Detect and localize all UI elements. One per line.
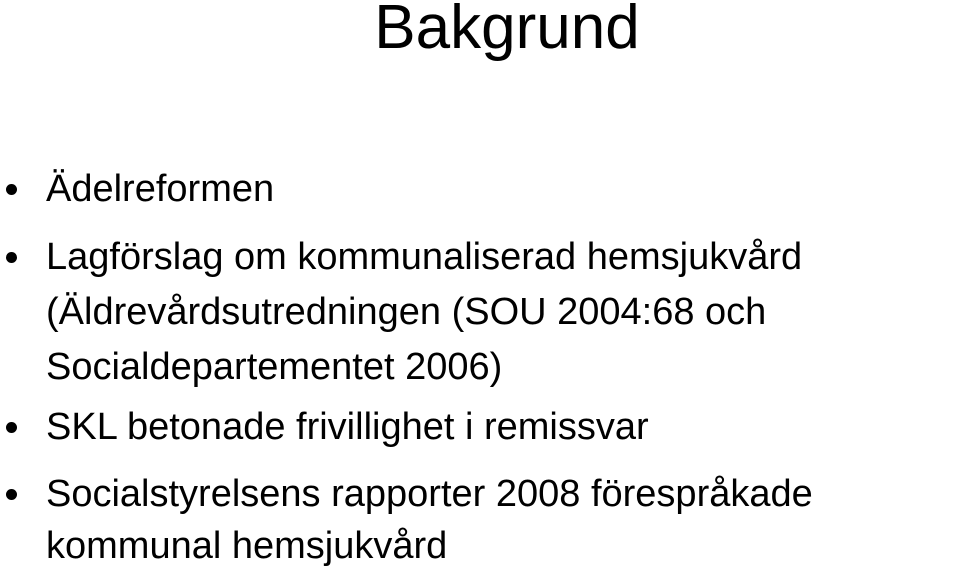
bullet-text: Ädelreformen bbox=[46, 168, 275, 210]
bullet-text: kommunal hemsjukvård bbox=[46, 525, 448, 567]
bullet-text: Socialdepartementet 2006) bbox=[46, 346, 503, 388]
bullet-dot-icon bbox=[6, 489, 17, 500]
bullet-text: (Äldrevårdsutredningen (SOU 2004:68 och bbox=[46, 291, 767, 333]
bullet-dot-icon bbox=[6, 184, 17, 195]
bullet-text: SKL betonade frivillighet i remissvar bbox=[46, 406, 649, 448]
bullet-dot-icon bbox=[6, 422, 17, 433]
bullet-text: Socialstyrelsens rapporter 2008 förespråkade bbox=[46, 473, 813, 515]
bullet-text: Lagförslag om kommunaliserad hemsjukvård bbox=[46, 236, 803, 278]
slide-title: Bakgrund bbox=[374, 0, 640, 62]
bullet-dot-icon bbox=[6, 252, 17, 263]
